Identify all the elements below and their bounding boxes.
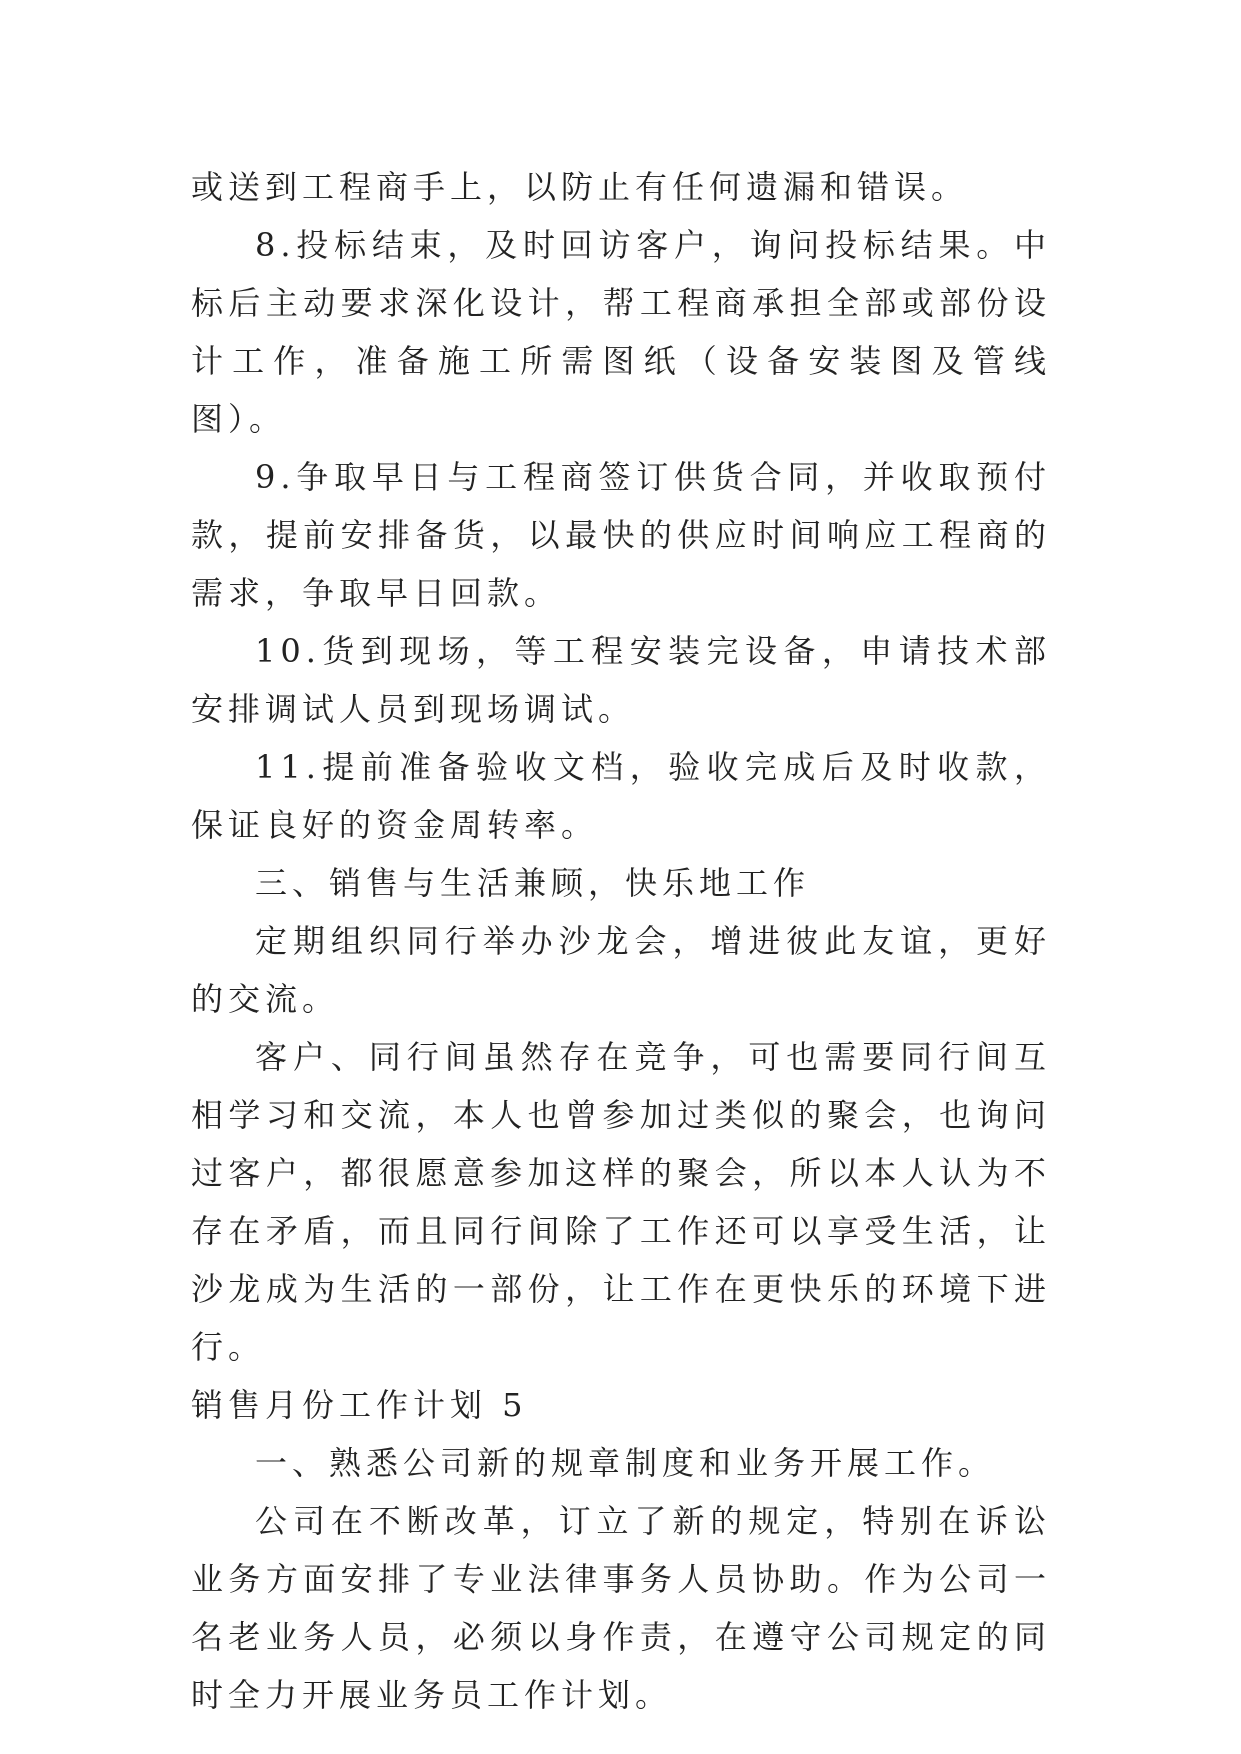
- paragraph-competition: 客户、同行间虽然存在竞争，可也需要同行间互相学习和交流，本人也曾参加过类似的聚会，也询问过客户，都很愿意参加这样的聚会，所以本人认为不存在矛盾，而且同行间除了工作还可以享受生活，让沙龙成为生活的一部份，让工作在更快乐的环境下进行。: [191, 1038, 1051, 1366]
- paragraph-salon: 定期组织同行举办沙龙会，增进彼此友谊，更好的交流。: [191, 922, 1051, 1018]
- paragraph-item-10: 10.货到现场，等工程安装完设备，申请技术部安排调试人员到现场调试。: [191, 632, 1051, 728]
- paragraph-item-8: 8.投标结束，及时回访客户，询问投标结果。中标后主动要求深化设计，帮工程商承担全部或部份设计工作，准备施工所需图纸（设备安装图及管线图）。: [191, 226, 1051, 438]
- document-body: [191, 158, 1051, 1724]
- section-heading-three: 三、销售与生活兼顾，快乐地工作: [255, 864, 811, 902]
- paragraph-company-reform: 公司在不断改革，订立了新的规定，特别在诉讼业务方面安排了专业法律事务人员协助。作为公司一名老业务人员，必须以身作责，在遵守公司规定的同时全力开展业务员工作计划。: [191, 1502, 1051, 1714]
- document-section-title: 销售月份工作计划 5: [191, 1386, 528, 1424]
- paragraph-item-9: 9.争取早日与工程商签订供货合同，并收取预付款，提前安排备货，以最快的供应时间响应工程商的需求，争取早日回款。: [191, 458, 1051, 612]
- paragraph-continuation: 或送到工程商手上，以防止有任何遗漏和错误。: [191, 168, 969, 206]
- section-heading-one: 一、熟悉公司新的规章制度和业务开展工作。: [255, 1444, 996, 1482]
- paragraph-item-11: 11.提前准备验收文档，验收完成后及时收款，保证良好的资金周转率。: [191, 748, 1051, 844]
